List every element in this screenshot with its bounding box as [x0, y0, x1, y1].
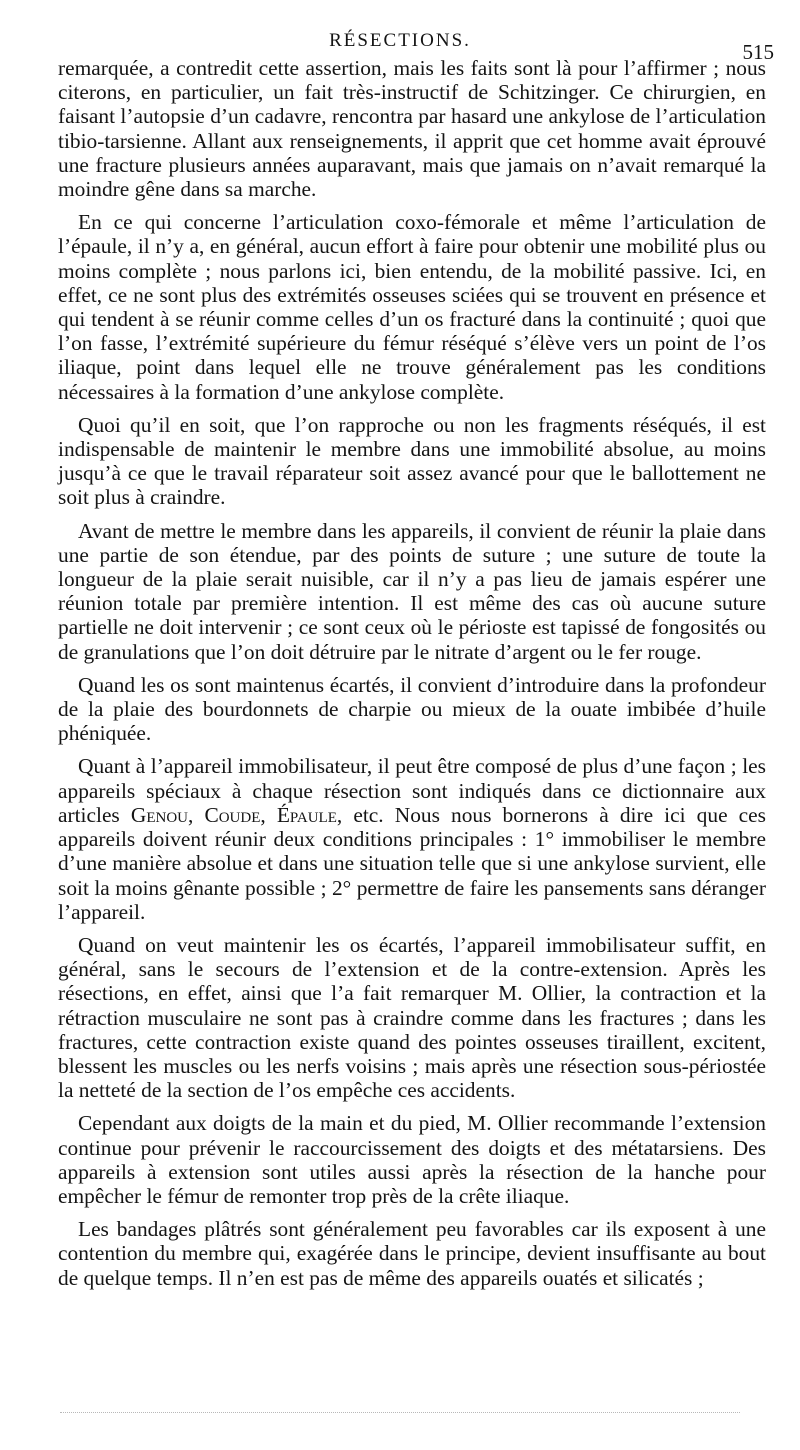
separator: , — [187, 802, 205, 827]
paragraph-4: Avant de mettre le membre dans les appareils, il convient de réunir la plaie dans une partie de son étendue, par des points de suture ; une suture de toute la longueur de la plaie serait nuisible, car il n’y a pas lieu de jamais espérer une réunion totale par première intention. Il est même des cas où aucune suture partielle ne doit intervenir ; ce sont ceux où le périoste est tapissé de fongosités ou de granulations que l’on doit détruire par le nitrate d’argent ou le fer rouge. — [58, 518, 766, 664]
paragraph-3: Quoi qu’il en soit, que l’on rapproche ou non les fragments réséqués, il est indispensable de maintenir le membre dans une immobilité absolue, au moins jusqu’à ce que le travail réparateur soit assez avancé pour que le ballottement ne soit plus à craindre. — [58, 412, 766, 510]
paragraph-6-part-a: Quant à l’appareil immobilisateur, il peut être composé de plus d’une façon ; les appareils spéciaux à chaque résection sont indiqués dans ce dictionnaire aux articles — [58, 754, 766, 827]
page-header — [0, 22, 800, 64]
bottom-margin-rule — [60, 1412, 740, 1413]
paragraph-5: Quand les os sont maintenus écartés, il convient d’introduire dans la profondeur de la plaie des bourdonnets de charpie ou mieux de la ouate imbibée d’huile phéniquée. — [58, 672, 766, 746]
paragraph-6 — [58, 754, 766, 923]
paragraph-1: remarquée, a contredit cette assertion, mais les faits sont là pour l’affirmer ; nous citerons, en particulier, un fait très-instructif de Schitzinger. Ce chirurgien, en faisant l’autopsie d’un cadavre, rencontra par hasard une ankylose de l’articulation tibio-tarsienne. Allant aux renseignements, il apprit que cet homme avait éprouvé une fracture plusieurs années auparavant, mais que jamais on n’avait remarqué la moindre gêne dans sa marche. — [58, 56, 766, 202]
paragraph-7: Quand on veut maintenir les os écartés, l’appareil immobilisateur suffit, en général, sans le secours de l’extension et de la contre-extension. Après les résections, en effet, ainsi que l’a fait remarquer M. Ollier, la contraction et la rétraction musculaire ne sont pas à craindre comme dans les fractures ; dans les fractures, cette contraction existe quand des pointes osseuses tiraillent, excitent, blessent les muscles ou les nerfs voisins ; mais après une résection sous-périostée la netteté de la section de l’os empêche ces accidents. — [58, 932, 766, 1103]
article-ref-coude: Coude — [204, 802, 261, 827]
page-number: 515 — [742, 40, 774, 64]
article-ref-epaule: Épaule — [276, 802, 337, 827]
paragraph-6-part-b: , etc. Nous nous bornerons à dire ici que ces appareils doivent réunir deux conditions principales : 1° immobiliser le membre d’une manière absolue et dans une situation telle que si une ankylose survient, elle soit la moins gênante possible ; 2° permettre de faire les pansements sans déranger l’appareil. — [58, 802, 766, 924]
page-body — [58, 56, 766, 1290]
article-ref-genou: Genou — [130, 802, 188, 827]
separator: , — [260, 802, 277, 827]
paragraph-8: Cependant aux doigts de la main et du pied, M. Ollier recommande l’extension continue pour prévenir le raccourcissement des doigts et des métatarsiens. Des appareils à extension sont utiles aussi après la résection de la hanche pour empêcher le fémur de remonter trop près de la crête iliaque. — [58, 1111, 766, 1208]
paragraph-2: En ce qui concerne l’articulation coxo-fémorale et même l’articulation de l’épaule, il n’y a, en général, aucun effort à faire pour obtenir une mobilité plus ou moins complète ; nous parlons ici, bien entendu, de la mobilité passive. Ici, en effet, ce ne sont plus des extrémités osseuses sciées qui se trouvent en présence et qui tendent à se réunir comme celles d’un os fracturé dans la continuité ; quoi que l’on fasse, l’extrémité supérieure du fémur réséqué s’élève vers un point de l’os iliaque, point dans lequel elle ne trouve généralement pas les conditions nécessaires à la formation d’une ankylose complète. — [58, 210, 766, 404]
running-title: RÉSECTIONS. — [329, 30, 471, 51]
paragraph-9: Les bandages plâtrés sont généralement peu favorables car ils exposent à une contention du membre qui, exagérée dans le principe, devient insuffisante au bout de quelque temps. Il n’en est pas de même des appareils ouatés et silicatés ; — [58, 1217, 766, 1290]
